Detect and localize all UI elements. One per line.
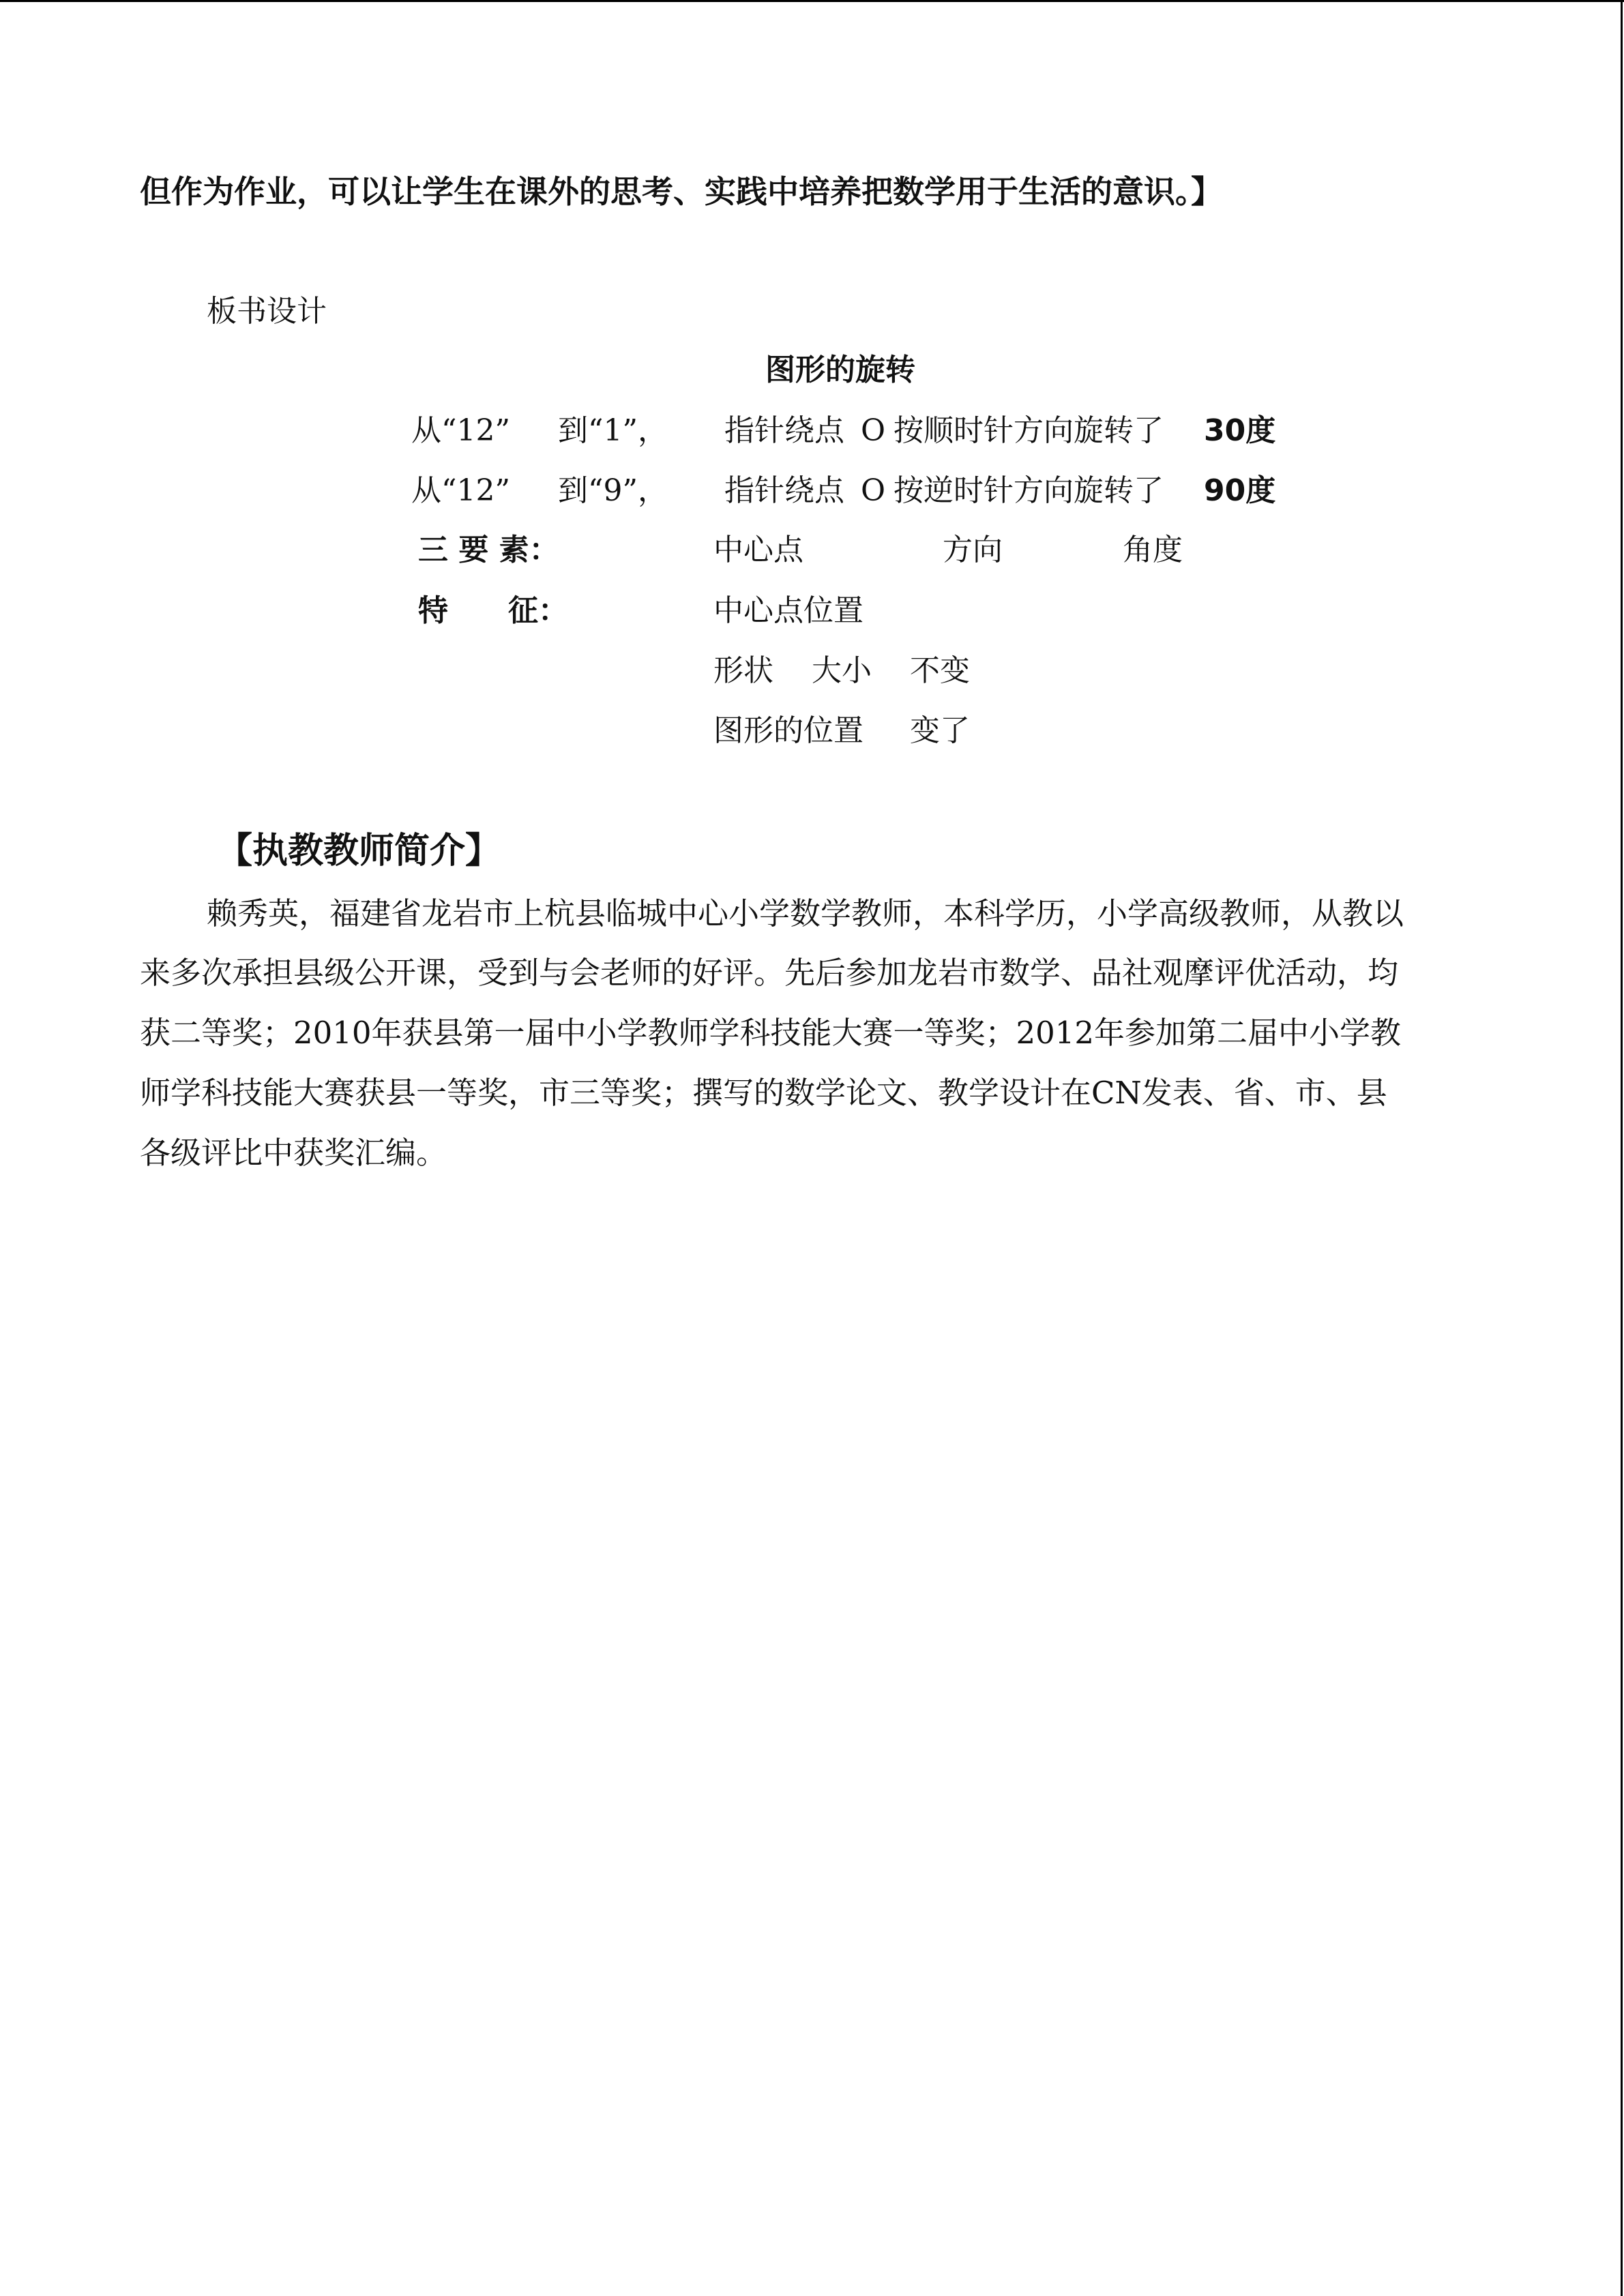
feature-figure-position: 图形的位置 [713, 713, 863, 748]
board-title: 图形的旋转 [765, 353, 915, 387]
row1-degree: 30度 [1204, 413, 1276, 448]
feature-unchanged: 不变 [910, 653, 970, 688]
features-label: 特 征： [418, 593, 568, 628]
bio-line-2: 来多次承担县级公开课，受到与会老师的好评。先后参加龙岩市数学、品社观摩评优活动，均 [140, 955, 1399, 991]
bio-line-1: 赖秀英，福建省龙岩市上杭县临城中心小学数学教师，本科学历，小学高级教师，从教以 [207, 895, 1404, 931]
bio-line-5: 各级评比中获奖汇编。 [140, 1135, 447, 1171]
row2-to: 到“9”， [558, 473, 668, 508]
page-border-right [1621, 0, 1623, 2296]
page-border-top [0, 0, 1624, 2]
row1-from: 从“12” [411, 413, 510, 448]
row2-text: 指针绕点 [724, 473, 844, 508]
element-direction: 方向 [943, 533, 1003, 567]
row2-point: O [861, 473, 886, 508]
row2-from: 从“12” [411, 473, 510, 508]
feature-shape: 形状 [713, 653, 773, 688]
element-angle: 角度 [1123, 533, 1183, 567]
board-heading: 板书设计 [207, 294, 327, 329]
row1-text: 指针绕点 [724, 413, 844, 448]
element-center: 中心点 [713, 533, 803, 567]
row1-point: O [861, 413, 886, 448]
row1-direction: 按顺时针方向旋转了 [894, 413, 1164, 448]
row2-degree: 90度 [1204, 473, 1276, 508]
bio-line-4: 师学科技能大赛获县一等奖，市三等奖；撰写的数学论文、教学设计在CN发表、省、市、县 [140, 1075, 1387, 1111]
bio-line-3: 获二等奖；2010年获县第一届中小学教师学科技能大赛一等奖；2012年参加第二届中小学教 [140, 1015, 1402, 1051]
top-note: 但作为作业，可以让学生在课外的思考、实践中培养把数学用于生活的意识。】 [140, 173, 1222, 210]
row2-direction: 按逆时针方向旋转了 [894, 473, 1164, 508]
feature-center-position: 中心点位置 [713, 593, 863, 628]
bio-heading: 【执教教师简介】 [217, 831, 501, 871]
row1-to: 到“1”， [558, 413, 668, 448]
feature-changed: 变了 [910, 713, 970, 748]
feature-size: 大小 [812, 653, 872, 688]
elements-label: 三 要 素： [418, 533, 559, 567]
